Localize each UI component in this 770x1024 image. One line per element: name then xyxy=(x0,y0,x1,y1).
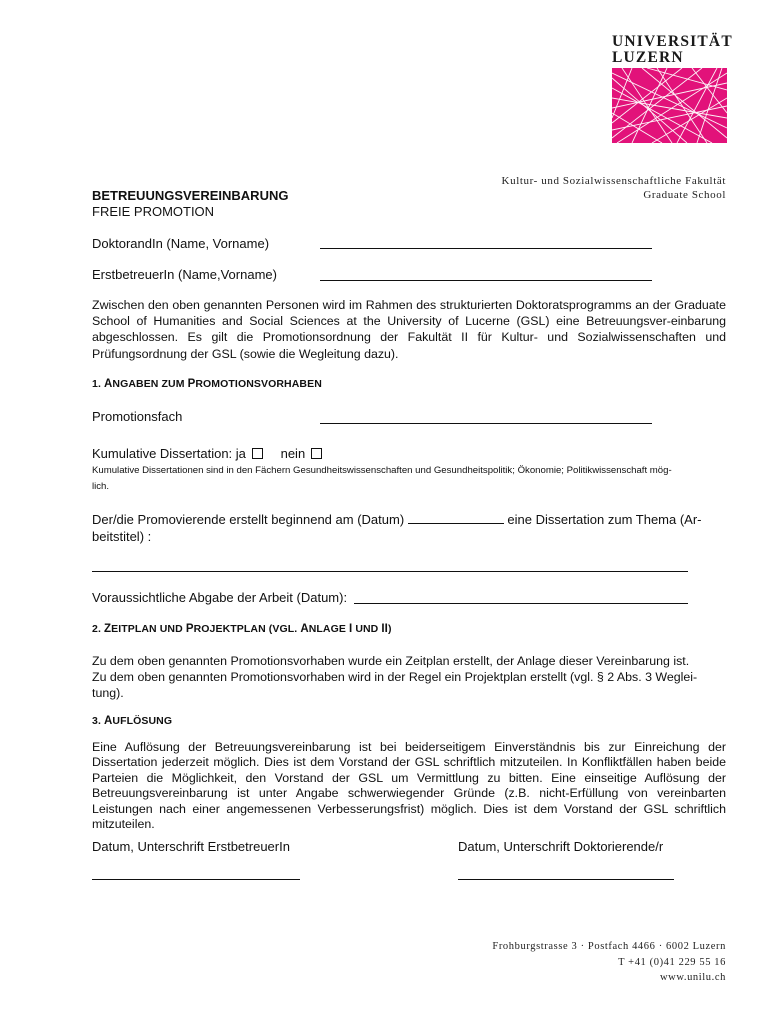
logo-line-1: UNIVERSITÄT xyxy=(612,33,733,50)
signature-left-field[interactable] xyxy=(92,879,300,880)
betreuer-field[interactable] xyxy=(320,280,652,281)
section-2-heading: 2. ZEITPLAN UND PROJEKTPLAN (VGL. ANLAGE I UND II) xyxy=(92,623,392,635)
dissertation-title-field[interactable] xyxy=(92,571,688,572)
signature-right-label: Datum, Unterschrift Doktorierende/r xyxy=(458,839,664,854)
intro-paragraph: Zwischen den oben genannten Personen wird im Rahmen des strukturierten Doktoratsprogramms an der Graduate School of Humanities and Social Sciences at the University of Lucerne (GSL) eine Betreuungsver-einbarung abgeschlossen. Es gilt die Promotionsordnung der Fakultät II für Kultur- und Sozialwissenschaften und Prüfungsordnung der GSL (sowie die Wegleitung dazu). xyxy=(92,298,726,361)
section-3-heading: 3. AUFLÖSUNG xyxy=(92,715,173,727)
dissertation-text-b: eine Dissertation zum Thema (Ar- xyxy=(507,512,702,527)
dissertation-text-c: beitstitel) : xyxy=(92,529,152,544)
school-name: Graduate School xyxy=(643,189,726,201)
footer-address-block xyxy=(366,939,726,986)
section-3-paragraph: Eine Auflösung der Betreuungsvereinbarung ist bei beiderseitigem Einverständnis bis zur Einreichung der Dissertation jederzeit möglich. Dies ist dem Vorstand der GSL schriftlich mitzuteilen. In Konfliktfällen haben beide Parteien die Möglichkeit, den Vorstand der GSL um Vermittlung zu bitten. Eine einseitige Auflösung der Betreuungsvereinbarung ist unter Angabe schwerwiegender Gründe (z.B. nicht-Erfüllung von vereinbarten Leistungen nach einer angemessenen Verbesserungsfrist) möglich. Dies ist dem Vorstand der GSL schriftlich mitzuteilen. xyxy=(92,740,726,832)
doktorand-label: DoktorandIn (Name, Vorname) xyxy=(92,236,270,251)
section-2-text xyxy=(92,653,732,702)
doktorand-field[interactable] xyxy=(320,248,652,249)
section-2-line-2: Zu dem oben genannten Promotionsvorhaben wird in der Regel ein Projektplan erstellt (vgl. § 2 Abs. 3 Weglei- xyxy=(92,670,698,685)
signature-left-label: Datum, Unterschrift ErstbetreuerIn xyxy=(92,839,290,854)
document-subtitle: FREIE PROMOTION xyxy=(92,204,215,219)
kumulativ-note xyxy=(92,463,732,495)
kumulativ-ja-checkbox[interactable] xyxy=(252,448,263,459)
kumulativ-row xyxy=(92,446,322,461)
document-title: BETREUUNGSVEREINBARUNG xyxy=(92,188,289,203)
kumulativ-note-line-1: Kumulative Dissertationen sind in den Fächern Gesundheitswissenschaften und Gesundheitspolitik; Ökonomie; Politikwissenschaft mög- xyxy=(92,465,672,476)
logo-line-pattern-icon xyxy=(612,68,727,143)
abgabe-date-field[interactable] xyxy=(354,603,688,604)
footer-address: Frohburgstrasse 3 · Postfach 4466 · 6002 Luzern xyxy=(492,941,726,952)
section-1-heading: 1. ANGABEN ZUM PROMOTIONSVORHABEN xyxy=(92,378,322,390)
start-date-field[interactable] xyxy=(408,511,504,524)
faculty-block xyxy=(426,174,726,202)
dissertation-statement xyxy=(92,511,732,545)
university-logo-text xyxy=(612,34,733,66)
footer-phone: T +41 (0)41 229 55 16 xyxy=(618,956,726,968)
kumulativ-nein-checkbox[interactable] xyxy=(311,448,322,459)
promotionsfach-field[interactable] xyxy=(320,423,652,424)
kumulativ-nein-label: nein xyxy=(280,446,306,461)
logo-line-2: LUZERN xyxy=(612,49,684,66)
section-2-line-1: Zu dem oben genannten Promotionsvorhaben wurde ein Zeitplan erstellt, der Anlage dieser Vereinbarung ist. xyxy=(92,654,690,668)
kumulativ-note-line-2: lich. xyxy=(92,481,110,492)
dissertation-text-a: Der/die Promovierende erstellt beginnend am (Datum) xyxy=(92,512,405,527)
promotionsfach-label: Promotionsfach xyxy=(92,409,183,424)
section-2-line-3: tung). xyxy=(92,686,124,701)
faculty-name: Kultur- und Sozialwissenschaftliche Fakultät xyxy=(501,175,726,187)
abgabe-label: Voraussichtliche Abgabe der Arbeit (Datum): xyxy=(92,590,348,605)
kumulativ-label: Kumulative Dissertation: ja xyxy=(92,446,246,461)
betreuer-label: ErstbetreuerIn (Name,Vorname) xyxy=(92,267,277,282)
university-logo-graphic xyxy=(612,68,727,143)
signature-right-field[interactable] xyxy=(458,879,674,880)
footer-web: www.unilu.ch xyxy=(659,972,726,983)
